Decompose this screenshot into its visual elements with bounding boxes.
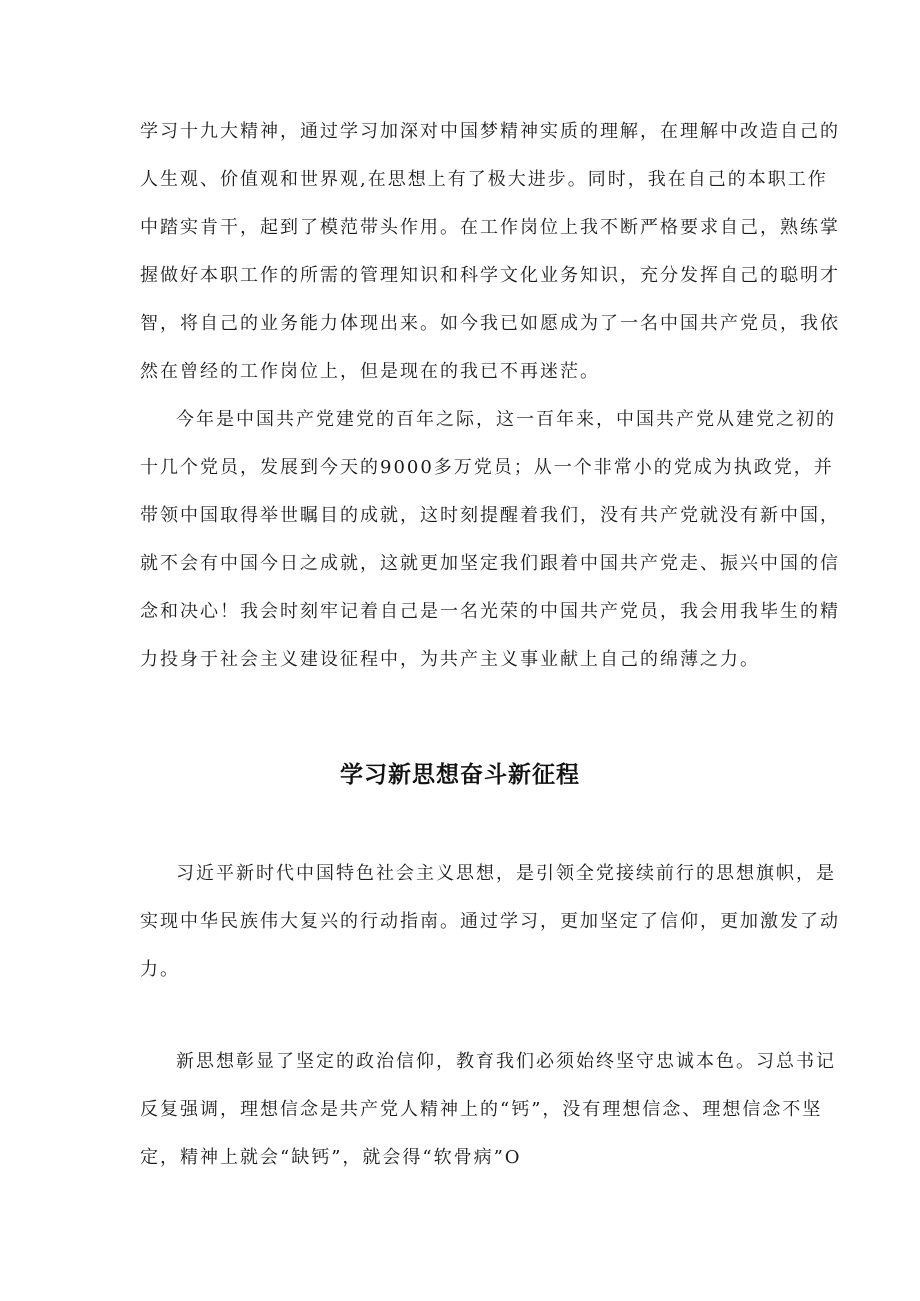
section-title: 学习新思想奋斗新征程 [340, 762, 580, 788]
paragraph-line: 学习十九大精神，通过学习加深对中国梦精神实质的理解，在理解中改造自己的 [140, 121, 840, 142]
paragraph-line: 实现中华民族伟大复兴的行动指南。通过学习，更加坚定了信仰，更加激发了动 [140, 911, 840, 932]
paragraph-line: 中踏实肯干，起到了模范带头作用。在工作岗位上我不断严格要求自己，熟练掌 [140, 217, 840, 238]
paragraph-line: 然在曾经的工作岗位上，但是现在的我已不再迷茫。 [140, 361, 600, 382]
paragraph-line: 智，将自己的业务能力体现出来。如今我已如愿成为了一名中国共产党员，我依 [140, 313, 840, 334]
paragraph-line: 定，精神上就会“缺钙”，就会得“软骨病”O [140, 1147, 522, 1168]
paragraph-line: 就不会有中国今日之成就，这就更加坚定我们跟着中国共产党走、振兴中国的信 [140, 553, 840, 574]
paragraph-line: 十几个党员，发展到今天的9000多万党员；从一个非常小的党成为执政党，并 [140, 457, 834, 478]
paragraph-line: 握做好本职工作的所需的管理知识和科学文化业务知识，充分发挥自己的聪明才 [140, 265, 840, 286]
paragraph-line: 人生观、价值观和世界观,在思想上有了极大进步。同时，我在自己的本职工作 [140, 169, 828, 190]
paragraph-line: 今年是中国共产党建党的百年之际，这一百年来，中国共产党从建党之初的 [176, 409, 836, 430]
paragraph-line: 新思想彰显了坚定的政治信仰，教育我们必须始终坚守忠诚本色。习总书记 [176, 1051, 836, 1072]
paragraph-line: 带领中国取得举世瞩目的成就，这时刻提醒着我们，没有共产党就没有新中国， [140, 505, 840, 526]
paragraph-line: 习近平新时代中国特色社会主义思想，是引领全党接续前行的思想旗帜，是 [176, 863, 836, 884]
paragraph-line: 力。 [140, 959, 180, 980]
paragraph-line: 反复强调，理想信念是共产党人精神上的“钙”，没有理想信念、理想信念不坚 [140, 1099, 823, 1120]
paragraph-line: 念和决心！我会时刻牢记着自己是一名光荣的中国共产党员，我会用我毕生的精 [140, 601, 840, 622]
paragraph-line: 力投身于社会主义建设征程中，为共产主义事业献上自己的绵薄之力。 [140, 649, 760, 670]
